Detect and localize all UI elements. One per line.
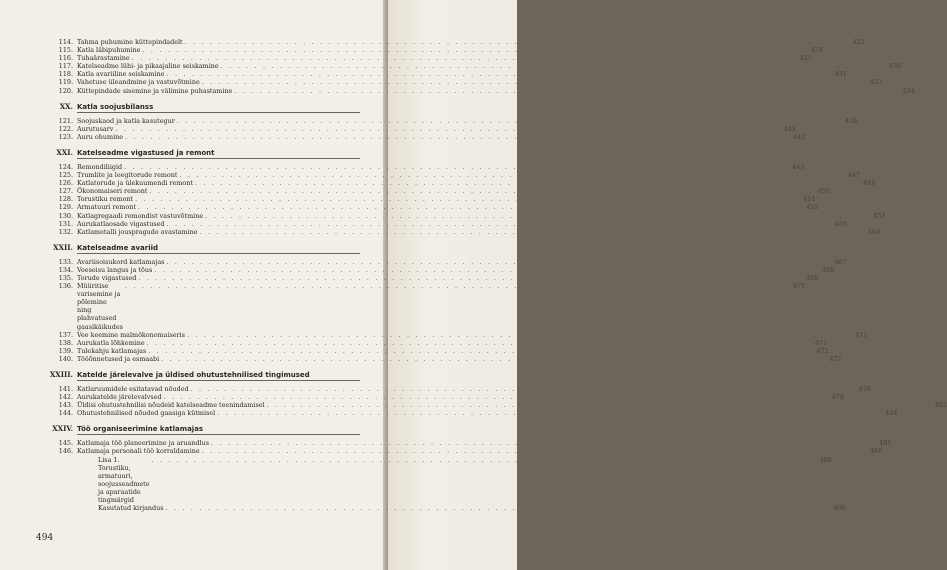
entry-page: 430 <box>888 62 901 71</box>
entry-number: 146. <box>58 447 73 456</box>
dot-leader <box>146 347 812 355</box>
section-number: XXIII. <box>49 370 73 379</box>
entry-title: Katelseadme lühi- ja pikaajaline seiskamine <box>77 62 219 71</box>
section-title: Katelseadme vigastused ja remont <box>77 148 360 159</box>
entry-title: Katla läbipuhumine <box>77 46 141 55</box>
dot-leader <box>162 393 828 401</box>
toc-entry <box>40 187 830 196</box>
entry-number: 116. <box>58 54 73 63</box>
toc-entry <box>40 86 915 95</box>
dot-leader <box>150 456 816 464</box>
entry-title: Ohutustehnilised nõuded gaasiga kütmisel <box>77 409 216 418</box>
toc-entry <box>40 330 868 339</box>
entry-number: 140. <box>58 354 73 363</box>
entry-number: 120. <box>58 86 73 95</box>
dot-leader <box>185 331 851 339</box>
entry-title: Katlamaja töö planeerimine ja aruandlus <box>77 439 210 448</box>
entry-page: 469 <box>806 273 819 282</box>
toc-entry <box>40 455 832 505</box>
toc-entry <box>40 401 947 410</box>
entry-page: 472 <box>816 346 829 355</box>
entry-page: 431 <box>834 70 847 79</box>
dot-leader <box>140 46 806 54</box>
toc-entry <box>40 124 796 133</box>
entry-page: 464 <box>867 227 880 236</box>
dot-leader <box>164 258 830 266</box>
entry-title: Katla avariiline seiskamine <box>77 70 165 79</box>
toc-entry <box>40 265 835 274</box>
dot-leader <box>200 447 866 455</box>
entry-title: Remondiliigid <box>77 162 123 171</box>
entry-title: Tuhaärastamine <box>77 54 130 63</box>
entry-title: Lisa 1. Torustiku, armatuuri, soojusseadmete ja aparaatide tingmärgid <box>98 455 150 505</box>
dot-leader <box>113 125 779 133</box>
dot-leader <box>130 54 796 62</box>
entry-number: 124. <box>58 162 73 171</box>
section-title: Katla soojusbilanss <box>77 102 360 113</box>
toc-entry <box>40 338 828 347</box>
entry-title: Veeseisu langus ja tõus <box>77 265 153 274</box>
entry-number: 143. <box>58 401 73 410</box>
entry-page: 455 <box>834 219 847 228</box>
entry-title: Katlaruumidele esitatavad nõuded <box>77 385 189 393</box>
entry-number: 126. <box>58 179 73 188</box>
dot-leader <box>200 78 866 86</box>
dot-leader <box>193 179 859 187</box>
dot-leader <box>189 385 855 393</box>
entry-number: 128. <box>58 195 73 204</box>
entry-title: Katlatorude ja ülekuumendi remont <box>77 179 193 188</box>
section-number: XXII. <box>53 242 73 252</box>
entry-number: 136. <box>58 282 73 291</box>
entry-title: Aurukatla lõhkemine <box>77 338 145 347</box>
entry-number: 131. <box>58 219 73 228</box>
dot-leader <box>152 266 818 274</box>
entry-number: 139. <box>58 346 73 355</box>
dot-leader <box>123 282 789 290</box>
toc-entry <box>40 162 805 171</box>
dot-leader <box>122 163 788 171</box>
entry-page: 472 <box>829 354 842 363</box>
entry-number: 133. <box>58 257 73 266</box>
toc-entry <box>40 54 812 63</box>
entry-title: Soojuskaod ja katla kasutegur <box>77 116 175 125</box>
dot-leader <box>198 228 864 236</box>
entry-title: Trumlite ja leegitorude remont <box>77 171 178 180</box>
toc-entry <box>40 354 842 363</box>
toc-entry <box>40 227 880 236</box>
toc-entry <box>40 203 819 212</box>
entry-page: 443 <box>793 132 806 141</box>
toc-entry <box>40 282 806 331</box>
entry-page: 486 <box>869 447 883 456</box>
entry-page: 453 <box>873 211 886 220</box>
entry-page: 443 <box>783 124 796 133</box>
entry-title: Auru ohumine <box>77 132 124 141</box>
entry-page: 425 <box>799 54 812 63</box>
dot-leader <box>183 38 849 46</box>
entry-title: Aurukatelde järelevalvsed <box>77 393 162 402</box>
entry-title: Ökonomaiseri remont <box>77 187 148 196</box>
entry-page: 424 <box>810 46 823 55</box>
entry-number: 121. <box>58 116 73 125</box>
toc-entry <box>40 38 865 46</box>
entry-number: 142. <box>58 393 73 402</box>
entry-page: 490 <box>833 504 846 513</box>
toc-entry <box>40 409 898 418</box>
dot-leader <box>165 220 831 228</box>
dot-leader <box>203 212 869 220</box>
toc-entry <box>40 211 886 220</box>
dot-leader <box>209 439 875 447</box>
dot-leader <box>177 171 843 179</box>
toc-entry <box>40 257 847 266</box>
section-number: XX. <box>59 101 73 111</box>
entry-page: 484 <box>885 409 898 418</box>
section-title: Katelde järelevalve ja üldised ohutustehnilised tingimused <box>77 370 360 381</box>
toc-entry <box>40 439 892 448</box>
entry-title: Katlagregaadi remondist vastuvõtmine <box>77 211 204 220</box>
toc-entry <box>40 70 847 79</box>
toc-entry <box>40 393 844 402</box>
entry-page: 452 <box>806 203 819 212</box>
entry-title: Katlamaja personali töö korraldamine <box>77 447 200 456</box>
entry-number: 129. <box>58 203 73 212</box>
entry-page: 451 <box>803 195 816 204</box>
entry-page: 433 <box>869 78 883 87</box>
entry-page: 445 <box>792 162 805 171</box>
section-number: XXIV. <box>52 424 73 434</box>
dot-leader <box>159 355 825 363</box>
entry-title: Torustiku remont <box>77 195 134 204</box>
dot-leader <box>265 401 931 409</box>
entry-page: 478 <box>831 393 844 402</box>
entry-title: Küttepindade sisemine ja välimine puhastamine <box>77 86 233 95</box>
entry-number: 130. <box>58 211 73 220</box>
entry-number: 135. <box>58 273 73 282</box>
toc-entry <box>40 171 860 180</box>
section-title: Katelseadme avariid <box>77 243 360 254</box>
entry-number: 123. <box>58 132 73 141</box>
entry-number: 118. <box>58 70 73 79</box>
dot-leader <box>136 203 802 211</box>
entry-title: Aurutusarv <box>77 124 114 133</box>
entry-title: Tööõnnetused ja esmaabi <box>77 354 160 363</box>
entry-page: 471 <box>793 282 806 291</box>
toc-section-heading <box>40 148 360 159</box>
entry-number: 134. <box>58 265 73 274</box>
toc-entry <box>40 346 829 355</box>
entry-page: 467 <box>834 257 847 266</box>
toc-section-heading <box>40 424 360 435</box>
entry-number: 144. <box>58 409 73 418</box>
entry-number: 119. <box>58 78 73 87</box>
toc-section-heading <box>40 102 360 113</box>
entry-number: 141. <box>58 385 73 393</box>
toc-section-heading <box>40 370 360 381</box>
toc-section-heading <box>40 243 360 254</box>
toc-entry <box>40 385 871 393</box>
entry-title: Müüritise varisemine ja põlemine ning plahvatused gaasikäikudes <box>77 282 123 331</box>
entry-title: Kasutatud kirjandus <box>98 504 164 513</box>
toc-entry <box>40 195 816 204</box>
entry-title: Vee keemine malmökonomaiseris <box>77 330 185 339</box>
entry-page: 476 <box>858 385 871 393</box>
toc-entry <box>40 46 823 55</box>
entry-number: 125. <box>58 171 73 180</box>
dot-leader <box>136 274 802 282</box>
entry-number: 145. <box>58 439 73 448</box>
section-number: XXI. <box>56 147 73 157</box>
entry-page: 488 <box>819 455 832 464</box>
entry-title: Torude vigastused <box>77 273 137 282</box>
entry-page: 423 <box>852 38 865 46</box>
toc-entry <box>40 447 883 456</box>
entry-number: 117. <box>58 62 73 71</box>
toc-entry <box>40 132 806 141</box>
entry-page: 482 <box>934 401 947 410</box>
dot-leader <box>232 87 898 95</box>
dot-leader <box>147 187 813 195</box>
entry-title: Armatuuri remont <box>77 203 136 212</box>
entry-number: 114. <box>58 38 73 46</box>
entry-page: 468 <box>822 265 835 274</box>
dot-leader <box>164 504 830 512</box>
entry-page: 471 <box>855 330 868 339</box>
entry-number: 122. <box>58 124 73 133</box>
toc-entry <box>40 116 858 125</box>
toc-entry <box>40 273 819 282</box>
toc-entry <box>40 504 846 513</box>
entry-page: 449 <box>863 179 876 188</box>
entry-title: Tahma puhumine küttepindadelt <box>77 38 183 46</box>
entry-number: 137. <box>58 330 73 339</box>
entry-page: 447 <box>847 171 860 180</box>
entry-number: 132. <box>58 227 73 236</box>
entry-number: 115. <box>58 46 73 55</box>
entry-title: Vahetuse üleandmine ja vastuvõtmine <box>77 78 200 87</box>
table-of-contents <box>40 38 947 513</box>
page-number: 494 <box>36 533 54 543</box>
entry-page: 450 <box>817 187 830 196</box>
dot-leader <box>165 70 831 78</box>
entry-page: 471 <box>814 338 828 347</box>
dot-leader <box>123 133 789 141</box>
entry-number: 127. <box>58 187 73 196</box>
entry-page: 439 <box>844 116 858 125</box>
entry-page: 485 <box>879 439 892 448</box>
entry-page: 434 <box>902 86 915 95</box>
toc-entry <box>40 62 901 71</box>
dot-leader <box>215 409 881 417</box>
toc-entry <box>40 219 847 228</box>
entry-title: Avariisoisukord katlamajas <box>77 257 165 266</box>
section-title: Töö organiseerimine katlamajas <box>77 424 360 435</box>
dot-leader <box>175 117 841 125</box>
entry-title: Tulekahju katlamajas <box>77 346 147 355</box>
dot-leader <box>219 62 885 70</box>
entry-title: Katlametalli jouspragude avastamine <box>77 227 198 236</box>
toc-entry <box>40 78 883 87</box>
dot-leader <box>145 339 811 347</box>
toc-entry <box>40 179 876 188</box>
dot-leader <box>133 195 799 203</box>
entry-title: Üldisi ohutustehnilisi nõudeid katelseadme teenindamisel <box>77 401 265 410</box>
entry-number: 138. <box>58 338 73 347</box>
entry-title: Aurukatlaosade vigastused <box>77 219 165 228</box>
